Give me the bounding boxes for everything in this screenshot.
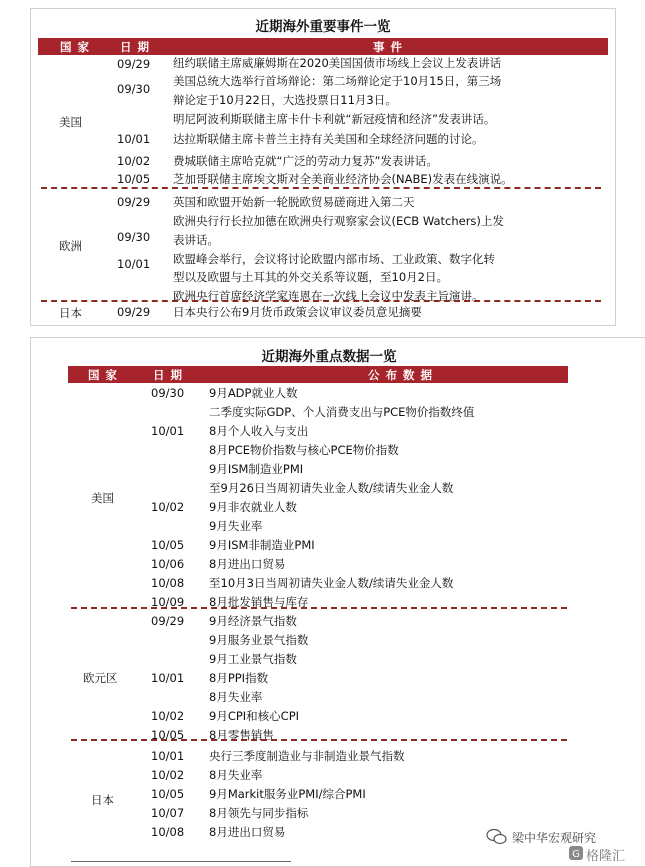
data-table-panel: [30, 337, 645, 867]
events-table-title: 近期海外重要事件一览: [255, 19, 391, 35]
data-row-date: 10/05: [151, 728, 185, 742]
event-date: 10/02: [117, 154, 151, 168]
data-row-item: 9月经济景气指数: [209, 614, 297, 628]
group-divider: [71, 739, 567, 741]
header-date: 日期: [120, 40, 155, 54]
events-table-header: [38, 38, 608, 55]
site-logo-icon: [568, 845, 584, 865]
data-row-item: 8月个人收入与支出: [209, 424, 309, 438]
country-eu: 欧洲: [59, 239, 82, 253]
data-row-item: 二季度实际GDP、个人消费支出与PCE物价指数终值: [209, 405, 475, 419]
event-line: 欧盟峰会举行，会议将讨论欧盟内部市场、工业政策、数字化转: [173, 252, 495, 266]
data-row-date: 10/01: [151, 424, 185, 438]
event-line: 辩论定于10月22日，大选投票日11月3日。: [173, 93, 397, 107]
event-line: 型以及欧盟与土耳其的外交关系等议题，至10月2日。: [173, 270, 448, 284]
event-date: 09/29: [117, 195, 151, 209]
data-row-item: 8月失业率: [209, 690, 263, 704]
data-row-date: 10/08: [151, 576, 185, 590]
data-row-date: 10/05: [151, 787, 185, 801]
data-row-date: 10/02: [151, 500, 185, 514]
event-date: 09/29: [117, 305, 151, 319]
wechat-icon: [486, 828, 508, 850]
data-row-item: 9月服务业景气指数: [209, 633, 309, 647]
events-table-panel: [30, 8, 616, 326]
event-line: 明尼阿波利斯联储主席卡什卡利就“新冠疫情和经济”发表讲话。: [173, 112, 496, 126]
wechat-account-name: 梁中华宏观研究: [512, 831, 597, 845]
data-row-date: 10/07: [151, 806, 185, 820]
data-row-item: 至10月3日当周初请失业金人数/续请失业金人数: [209, 576, 454, 590]
table-bottom-rule: [71, 861, 291, 862]
data-row-date: 10/02: [151, 768, 185, 782]
data-row-item: 8月进出口贸易: [209, 557, 286, 571]
data-row-item: 9月工业景气指数: [209, 652, 297, 666]
data-row-date: 09/29: [151, 614, 185, 628]
data-row-item: 9月Markit服务业PMI/综合PMI: [209, 787, 366, 801]
event-date: 09/29: [117, 57, 151, 71]
data-row-item: 8月零售销售: [209, 728, 274, 742]
data-row-date: 10/02: [151, 709, 185, 723]
data-row-date: 10/01: [151, 749, 185, 763]
event-date: 10/01: [117, 257, 151, 271]
country-us: 美国: [91, 491, 114, 505]
data-row-item: 8月领先与同步指标: [209, 806, 309, 820]
data-row-date: 10/01: [151, 671, 185, 685]
event-line: 达拉斯联储主席卡普兰主持有关美国和全球经济问题的讨论。: [173, 132, 484, 146]
group-divider: [41, 300, 601, 302]
data-row-item: 至9月26日当周初请失业金人数/续请失业金人数: [209, 481, 454, 495]
data-row-item: 9月ADP就业人数: [209, 386, 298, 400]
event-date: 10/01: [117, 132, 151, 146]
svg-text:G: G: [572, 849, 580, 860]
site-watermark: 格隆汇: [586, 849, 626, 864]
group-divider: [41, 187, 601, 189]
country-jp: 日本: [91, 793, 114, 807]
data-table-title: 近期海外重点数据一览: [261, 349, 397, 365]
event-line: 日本央行公布9月货币政策会议审议委员意见摘要: [173, 305, 422, 319]
data-row-date: 09/30: [151, 386, 185, 400]
country-jp: 日本: [59, 306, 82, 320]
event-date: 10/05: [117, 172, 151, 186]
event-line: 表讲话。: [173, 233, 219, 247]
country-us: 美国: [59, 115, 82, 129]
data-row-date: 10/09: [151, 595, 185, 609]
group-divider: [71, 607, 567, 609]
event-line: 英国和欧盟开始新一轮脱欧贸易磋商进入第二天: [173, 195, 415, 209]
data-row-date: 10/05: [151, 538, 185, 552]
data-row-item: 9月ISM非制造业PMI: [209, 538, 315, 552]
country-eurozone: 欧元区: [83, 671, 118, 685]
data-row-item: 9月非农就业人数: [209, 500, 297, 514]
event-line: 费城联储主席哈克就“广泛的劳动力复苏”发表讲话。: [173, 154, 438, 168]
data-table-header: [68, 366, 568, 383]
header-country: 国家: [60, 40, 95, 54]
header-data: 公布数据: [368, 368, 438, 382]
data-row-date: 10/08: [151, 825, 185, 839]
event-date: 09/30: [117, 230, 151, 244]
event-line: 美国总统大选举行首场辩论：第二场辩论定于10月15日，第三场: [173, 74, 502, 88]
event-date: 09/30: [117, 82, 151, 96]
event-line: 欧洲央行行长拉加德在欧洲央行观察家会议(ECB Watchers)上发: [173, 214, 504, 228]
event-line: 芝加哥联储主席埃文斯对全美商业经济协会(NABE)发表在线演说。: [173, 172, 513, 186]
data-row-item: 9月CPI和核心CPI: [209, 709, 300, 723]
data-row-item: 央行三季度制造业与非制造业景气指数: [209, 749, 405, 763]
header-event: 事件: [373, 40, 408, 54]
data-row-item: 8月批发销售与库存: [209, 595, 309, 609]
event-line: 欧洲央行首席经济学家连恩在一次线上会议中发表主旨演讲。: [173, 289, 484, 303]
data-row-item: 9月ISM制造业PMI: [209, 462, 304, 476]
data-row-item: 9月失业率: [209, 519, 263, 533]
header-country: 国家: [88, 368, 123, 382]
data-row-date: 10/06: [151, 557, 185, 571]
data-row-item: 8月进出口贸易: [209, 825, 286, 839]
data-row-item: 8月失业率: [209, 768, 263, 782]
event-line: 纽约联储主席威廉姆斯在2020美国国债市场线上会议上发表讲话: [173, 56, 502, 70]
data-row-item: 8月PCE物价指数与核心PCE物价指数: [209, 443, 399, 457]
data-row-item: 8月PPI指数: [209, 671, 269, 685]
header-date: 日期: [153, 368, 188, 382]
